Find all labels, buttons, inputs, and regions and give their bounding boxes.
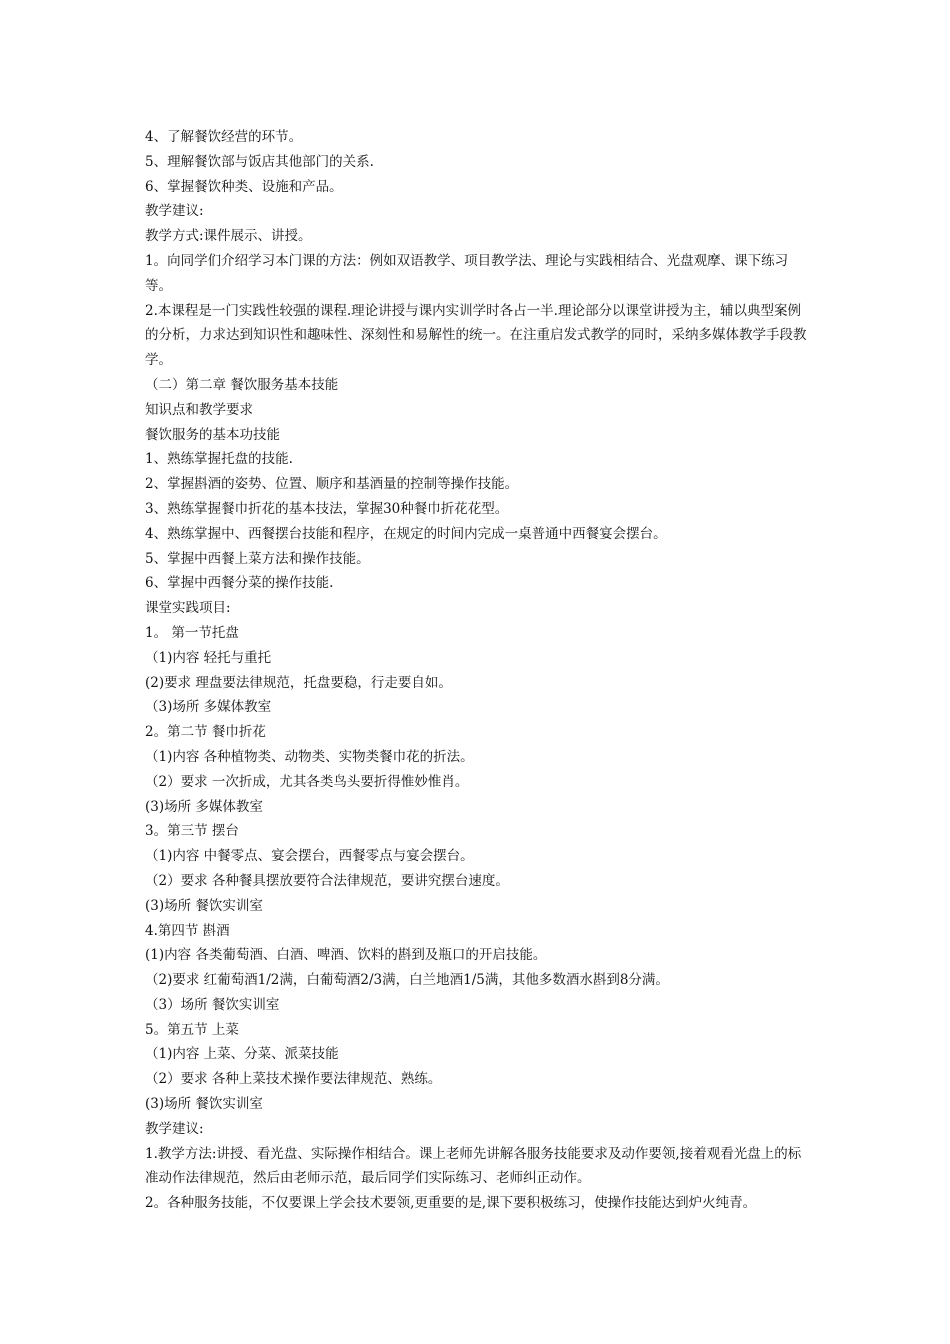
text-line: 4、熟练掌握中、西餐摆台技能和程序，在规定的时间内完成一桌普通中西餐宴会摆台。 xyxy=(145,525,667,542)
section-heading: 知识点和教学要求 xyxy=(145,401,253,418)
section-heading: 餐饮服务的基本功技能 xyxy=(145,426,280,443)
text-line: （2）要求 各种上菜技术操作要法律规范、熟练。 xyxy=(145,1071,442,1088)
text-line: （1)内容 中餐零点、宴会摆台，西餐零点与宴会摆台。 xyxy=(145,848,474,865)
section-heading: 课堂实践项目: xyxy=(145,600,231,617)
text-line: 2、掌握斟酒的姿势、位置、顺序和基酒量的控制等操作技能。 xyxy=(145,476,519,493)
text-line: 3、熟练掌握餐巾折花的基本技法，掌握30种餐巾折花花型。 xyxy=(145,500,509,517)
text-line: 教学方式:课件展示、讲授。 xyxy=(145,228,312,245)
document-body xyxy=(145,125,810,1216)
text-line: 4、了解餐饮经营的环节。 xyxy=(145,129,303,145)
text-line: 5、理解餐饮部与饭店其他部门的关系. xyxy=(145,153,374,170)
chapter-heading: （二）第二章 餐饮服务基本技能 xyxy=(145,376,339,393)
text-line: (3)场所 餐饮实训室 xyxy=(145,1096,263,1113)
text-line: 2。各种服务技能，不仅要课上学会技术要领,更重要的是,课下要积极练习，使操作技能达到炉火纯青。 xyxy=(145,1195,757,1212)
text-line: （1)内容 各种植物类、动物类、实物类餐巾花的折法。 xyxy=(145,748,474,765)
text-line: （3）场所 餐饮实训室 xyxy=(145,996,280,1013)
text-line: 5。第五节 上菜 xyxy=(145,1021,239,1038)
paragraph: 2.本课程是一门实践性较强的课程.理论讲授与课内实训学时各占一半.理论部分以课堂讲授为主，辅以典型案例的分析，力求达到知识性和趣味性、深刻性和易解性的统一。在注重启发式教学的同时，采纳多媒体教学手段教学。 xyxy=(145,302,807,369)
text-line: (1)内容 各类葡萄酒、白酒、啤酒、饮料的斟到及瓶口的开启技能。 xyxy=(145,947,547,964)
paragraph: 1。向同学们介绍学习本门课的方法：例如双语教学、项目教学法、理论与实践相结合、光盘观摩、课下练习等。 xyxy=(145,252,789,294)
text-line: 5、掌握中西餐上菜方法和操作技能。 xyxy=(145,550,370,567)
text-line: （1)内容 上菜、分菜、派菜技能 xyxy=(145,1046,339,1063)
text-line: 4.第四节 斟酒 xyxy=(145,922,230,939)
text-line: （1)内容 轻托与重托 xyxy=(145,649,272,666)
paragraph: 1.教学方法:讲授、看光盘、实际操作相结合。课上老师先讲解各服务技能要求及动作要领,接着观看光盘上的标准动作法律规范，然后由老师示范，最后同学们实际练习、老师纠正动作。 xyxy=(145,1145,802,1187)
text-line: 6、掌握中西餐分菜的操作技能. xyxy=(145,575,334,592)
section-heading: 教学建议: xyxy=(145,1120,204,1137)
text-line: (2)要求 理盘要法律规范，托盘要稳，行走要自如。 xyxy=(145,674,452,691)
text-line: （2）要求 一次折成，尤其各类鸟头要折得惟妙惟肖。 xyxy=(145,773,469,790)
text-line: (3)场所 餐饮实训室 xyxy=(145,897,263,914)
text-line: 2。第二节 餐巾折花 xyxy=(145,724,266,741)
text-line: （2）要求 各种餐具摆放要符合法律规范，要讲究摆台速度。 xyxy=(145,872,509,889)
text-line: 1、熟练掌握托盘的技能. xyxy=(145,451,293,468)
text-line: （3)场所 多媒体教室 xyxy=(145,699,272,716)
section-heading: 教学建议: xyxy=(145,203,204,220)
text-line: 3。第三节 摆台 xyxy=(145,823,239,840)
text-line: （2)要求 红葡萄酒1/2满，白葡萄酒2/3满，白兰地酒1/5满，其他多数酒水斟到8分满。 xyxy=(145,972,669,989)
text-line: 1。 第一节托盘 xyxy=(145,624,239,641)
text-line: (3)场所 多媒体教室 xyxy=(145,798,263,815)
text-line: 6、掌握餐饮种类、设施和产品。 xyxy=(145,178,343,195)
